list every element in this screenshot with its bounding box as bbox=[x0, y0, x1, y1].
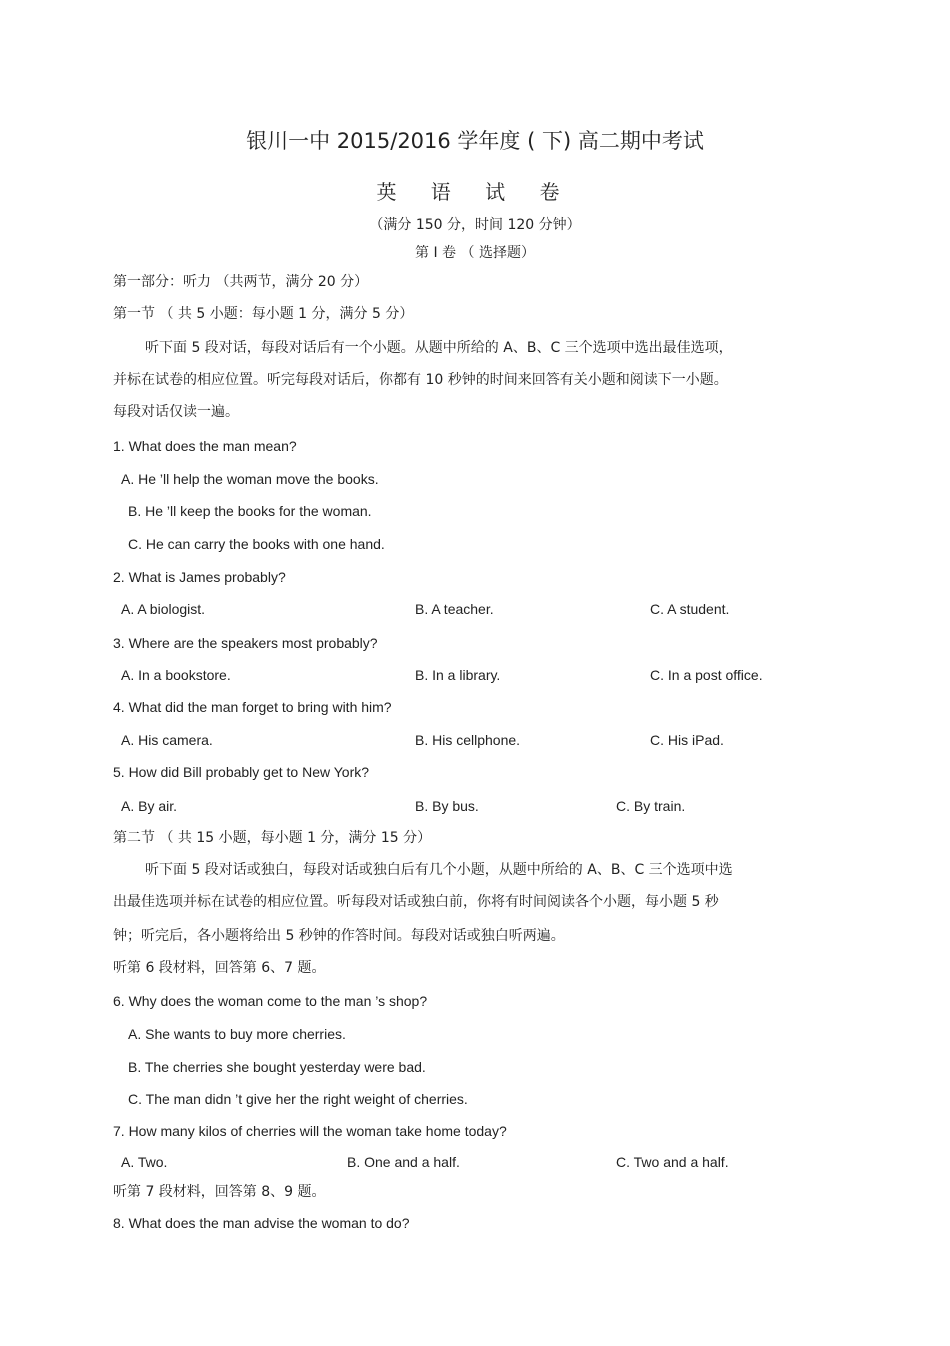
section1-instruction-line: 每段对话仅读一遍。 bbox=[113, 404, 239, 420]
option-text: A. By air. bbox=[121, 798, 178, 814]
question-text: 4. What did the man forget to bring with him? bbox=[113, 699, 392, 715]
section2-instruction-line: 听下面 5 段对话或独白，每段对话或独白后有几个小题，从题中所给的 A、B、C 三个选项中选 bbox=[145, 862, 733, 878]
option-text: B. One and a half. bbox=[347, 1154, 460, 1170]
option-text: B. He ’ll keep the books for the woman. bbox=[128, 503, 372, 519]
question-text: 3. Where are the speakers most probably? bbox=[113, 635, 378, 651]
option-text: B. A teacher. bbox=[415, 601, 494, 617]
question-text: 1. What does the man mean? bbox=[113, 438, 297, 454]
option-text: A. She wants to buy more cherries. bbox=[128, 1026, 346, 1042]
option-text: C. Two and a half. bbox=[616, 1154, 729, 1170]
question-text: 5. How did Bill probably get to New York? bbox=[113, 764, 370, 780]
section2-instruction-line: 钟；听完后，各小题将给出 5 秒钟的作答时间。每段对话或独白听两遍。 bbox=[113, 928, 565, 944]
section2-heading: 第二节 （ 共 15 小题，每小题 1 分，满分 15 分） bbox=[113, 830, 432, 846]
option-text: C. He can carry the books with one hand. bbox=[128, 536, 385, 552]
option-text: C. The man didn ’t give her the right weight of cherries. bbox=[128, 1091, 468, 1107]
option-text: C. A student. bbox=[650, 601, 730, 617]
volume-heading: 第 I 卷 （ 选择题） bbox=[415, 245, 535, 261]
part1-heading: 第一部分：听力 （共两节，满分 20 分） bbox=[113, 274, 369, 290]
option-text: A. A biologist. bbox=[121, 601, 206, 617]
question-text: 8. What does the man advise the woman to do? bbox=[113, 1215, 410, 1231]
option-text: B. The cherries she bought yesterday were bad. bbox=[128, 1059, 426, 1075]
question-text: 6. Why does the woman come to the man ’s shop? bbox=[113, 993, 428, 1009]
section1-instruction-line: 听下面 5 段对话，每段对话后有一个小题。从题中所给的 A、B、C 三个选项中选出最佳选项， bbox=[145, 340, 733, 356]
option-text: A. His camera. bbox=[121, 732, 213, 748]
section1-instruction-line: 并标在试卷的相应位置。听完每段对话后，你都有 10 秒钟的时间来回答有关小题和阅读下一小题。 bbox=[113, 372, 728, 388]
section1-heading: 第一节 （ 共 5 小题：每小题 1 分，满分 5 分） bbox=[113, 306, 414, 322]
option-text: B. In a library. bbox=[415, 667, 501, 683]
option-text: B. His cellphone. bbox=[415, 732, 521, 748]
question-text: 7. How many kilos of cherries will the woman take home today? bbox=[113, 1123, 507, 1139]
listen-note: 听第 6 段材料，回答第 6、7 题。 bbox=[113, 960, 326, 976]
option-text: A. In a bookstore. bbox=[121, 667, 231, 683]
option-text: A. He ’ll help the woman move the books. bbox=[121, 471, 379, 487]
option-text: A. Two. bbox=[121, 1154, 168, 1170]
score-time-note: （满分 150 分，时间 120 分钟） bbox=[369, 217, 581, 233]
option-text: C. By train. bbox=[616, 798, 686, 814]
option-text: B. By bus. bbox=[415, 798, 479, 814]
option-text: C. In a post office. bbox=[650, 667, 763, 683]
exam-title: 银川一中 2015/2016 学年度 ( 下) 高二期中考试 bbox=[246, 129, 704, 153]
option-text: C. His iPad. bbox=[650, 732, 724, 748]
question-text: 2. What is James probably? bbox=[113, 569, 286, 585]
exam-subtitle: 英 语 试 卷 bbox=[376, 180, 574, 204]
listen-note: 听第 7 段材料，回答第 8、9 题。 bbox=[113, 1184, 326, 1200]
section2-instruction-line: 出最佳选项并标在试卷的相应位置。听每段对话或独白前，你将有时间阅读各个小题，每小题 5 秒 bbox=[113, 894, 719, 910]
